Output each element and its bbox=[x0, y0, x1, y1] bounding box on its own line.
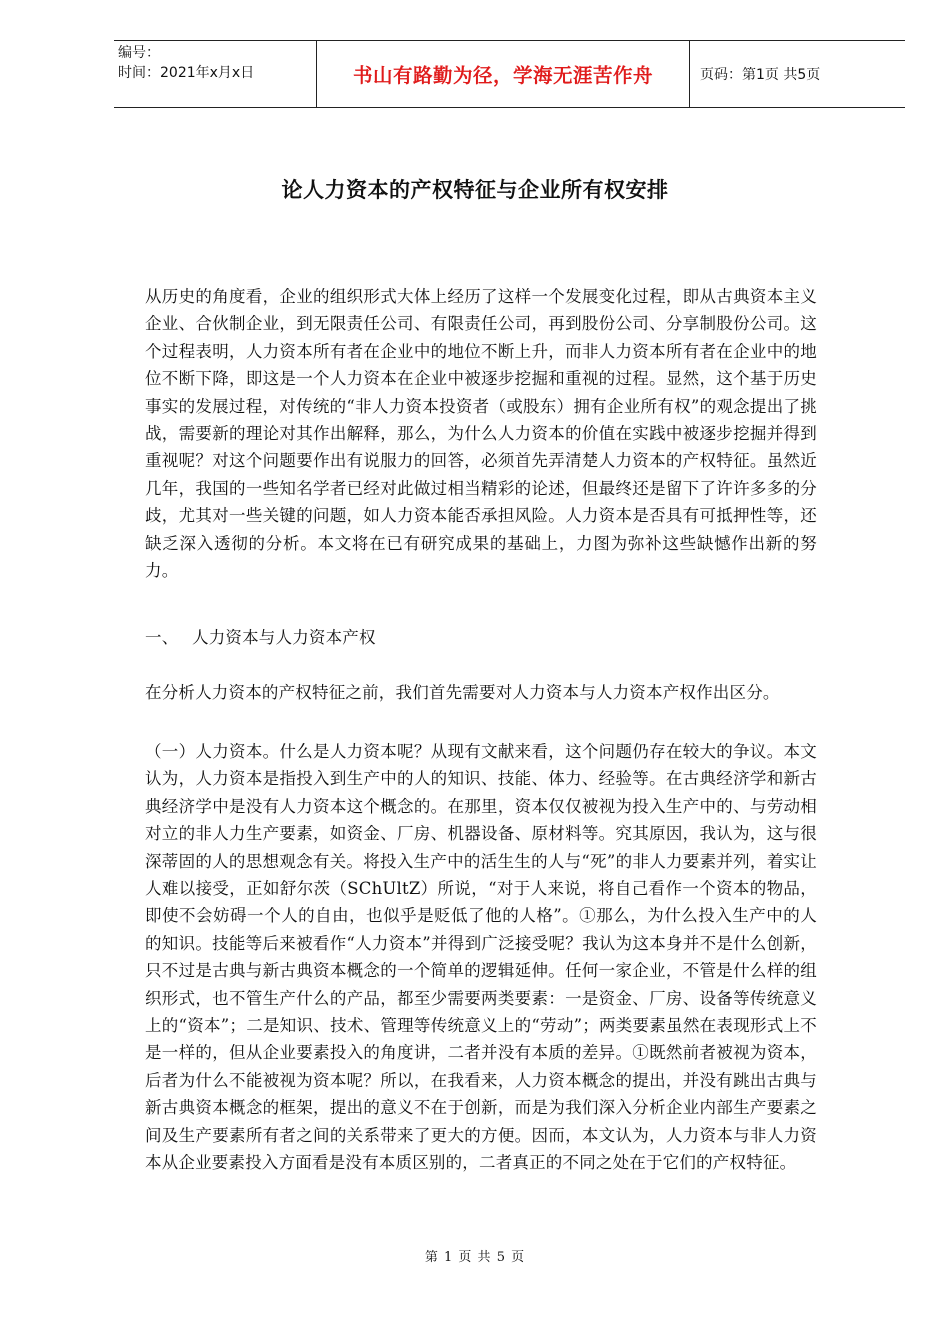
page-info: 页码：第1页 共5页 bbox=[700, 67, 821, 83]
header-meta-cell bbox=[114, 41, 316, 107]
motto-text: 书山有路勤为径，学海无涯苦作舟 bbox=[352, 64, 653, 87]
header-motto-cell bbox=[316, 41, 690, 107]
document-title: 论人力资本的产权特征与企业所有权安排 bbox=[281, 177, 669, 202]
header-page-cell bbox=[690, 41, 905, 107]
paragraph-distinction: 在分析人力资本的产权特征之前，我们首先需要对人力资本与人力资本产权作出区分。 bbox=[145, 683, 780, 702]
section-title: 人力资本与人力资本产权 bbox=[192, 628, 376, 647]
section-heading bbox=[145, 624, 817, 651]
paragraph-human-capital: （一）人力资本。什么是人力资本呢？从现有文献来看，这个问题仍存在较大的争议。本文认为，人力资本是指投入到生产中的人的知识、技能、体力、经验等。在古典经济学和新古典经济学中是没有人力资本这个概念的。在那里，资本仅仅被视为投入生产中的、与劳动相对立的非人力生产要素，如资金、厂房、机器设备、原材料等。究其原因，我认为，这与很深蒂固的人的思想观念有关。将投入生产中的活生生的人与“死”的非人力要素并列，着实让人难以接受，正如舒尔茨（SChUltZ）所说，“对于人来说，将自己看作一个资本的物品，即使不会妨碍一个人的自由，也似乎是贬低了他的人格”。①那么，为什么投入生产中的人的知识。技能等后来被看作“人力资本”并得到广泛接受呢？我认为这本身并不是什么创新，只不过是古典与新古典资本概念的一个简单的逻辑延伸。任何一家企业，不管是什么样的组织形式，也不管生产什么的产品，都至少需要两类要素：一是资金、厂房、设备等传统意义上的“资本”；二是知识、技术、管理等传统意义上的“劳动”；两类要素虽然在表现形式上不是一样的，但从企业要素投入的角度讲，二者并没有本质的差异。①既然前者被视为资本，后者为什么不能被视为资本呢？所以，在我看来，人力资本概念的提出，并没有跳出古典与新古典资本概念的框架，提出的意义不在于创新，而是为我们深入分析企业内部生产要素之间及生产要素所有者之间的关系带来了更大的方便。因而，本文认为，人力资本与非人力资本从企业要素投入方面看是没有本质区别的，二者真正的不同之处在于它们的产权特征。 bbox=[145, 742, 817, 1173]
number-label: 编号： bbox=[118, 45, 160, 61]
page-footer: 第 1 页 共 5 页 bbox=[424, 1250, 526, 1265]
paragraph-intro: 从历史的角度看，企业的组织形式大体上经历了这样一个发展变化过程，即从古典资本主义企业、合伙制企业，到无限责任公司、有限责任公司，再到股份公司、分享制股份公司。这个过程表明，人力资本所有者在企业中的地位不断上升，而非人力资本所有者在企业中的地位不断下降，即这是一个人力资本在企业中被逐步挖掘和重视的过程。显然，这个基于历史事实的发展过程，对传统的“非人力资本投资者（或股东）拥有企业所有权”的观念提出了挑战，需要新的理论对其作出解释，那么，为什么人力资本的价值在实践中被逐步挖掘并得到重视呢？对这个问题要作出有说服力的回答，必须首先弄清楚人力资本的产权特征。虽然近几年，我国的一些知名学者已经对此做过相当精彩的论述，但最终还是留下了许许多多的分歧，尤其对一些关键的问题，如人力资本能否承担风险。人力资本是否具有可抵押性等，还缺乏深入透彻的分析。本文将在已有研究成果的基础上，力图为弥补这些缺憾作出新的努力。 bbox=[145, 287, 817, 581]
document-header bbox=[114, 40, 905, 108]
section-number: 一、 bbox=[145, 628, 179, 647]
time-label: 时间：2021年x月x日 bbox=[118, 65, 255, 81]
